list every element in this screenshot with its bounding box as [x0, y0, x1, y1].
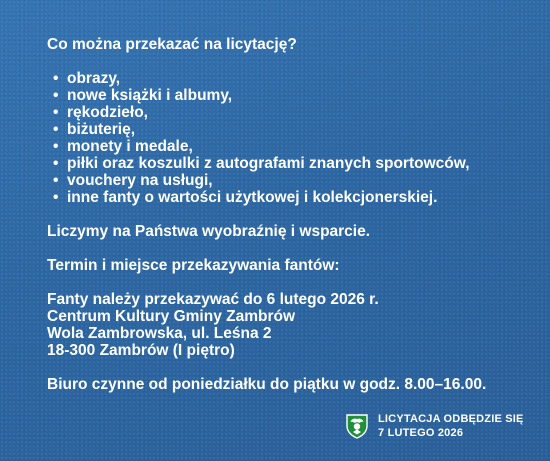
item-list: [47, 70, 537, 206]
item-text: monety i medale,: [67, 138, 193, 155]
bullet: •: [53, 138, 59, 155]
bullet: •: [53, 104, 59, 121]
address-line-institution: Centrum Kultury Gminy Zambrów: [47, 308, 296, 325]
bullet: •: [53, 70, 59, 87]
footer-text: [378, 412, 524, 440]
municipal-coat-of-arms-icon: [344, 413, 370, 439]
question-heading: Co można przekazać na licytację?: [47, 36, 297, 53]
item-text: vouchery na usługi,: [67, 172, 213, 189]
list-item: [47, 138, 537, 155]
office-hours: Biuro czynne od poniedziałku do piątku w godz. 8.00–16.00.: [47, 376, 487, 393]
bullet: •: [53, 121, 59, 138]
item-text: nowe książki i albumy,: [67, 87, 233, 104]
item-text: inne fanty o wartości użytkowej i kolekcjonerskiej.: [67, 189, 438, 206]
footer-line-2: 7 LUTEGO 2026: [378, 427, 464, 439]
footer-line-1: LICYTACJA ODBĘDZIE SIĘ: [378, 413, 524, 425]
item-text: piłki oraz koszulki z autografami znanych sportowców,: [67, 155, 470, 172]
list-item: [47, 70, 537, 87]
item-text: obrazy,: [67, 70, 121, 87]
address-line-street: Wola Zambrowska, ul. Leśna 2: [47, 325, 272, 342]
bullet: •: [53, 87, 59, 104]
bullet: •: [53, 155, 59, 172]
list-item: [47, 87, 537, 104]
address-line-postal: 18-300 Zambrów (I piętro): [47, 342, 235, 359]
bullet: •: [53, 189, 59, 206]
list-item: [47, 189, 537, 206]
list-item: [47, 172, 537, 189]
item-text: biżuterię,: [67, 121, 136, 138]
deadline-heading: Termin i miejsce przekazywania fantów:: [47, 257, 340, 274]
list-item: [47, 104, 537, 121]
poster-content: [47, 36, 537, 393]
appeal-text: Liczymy na Państwa wyobraźnię i wsparcie.: [47, 223, 371, 240]
bullet: •: [53, 172, 59, 189]
item-text: rękodzieło,: [67, 104, 148, 121]
list-item: [47, 155, 537, 172]
list-item: [47, 121, 537, 138]
auction-date-footer: [344, 412, 524, 440]
address-line-deadline: Fanty należy przekazywać do 6 lutego 2026 r.: [47, 291, 379, 308]
